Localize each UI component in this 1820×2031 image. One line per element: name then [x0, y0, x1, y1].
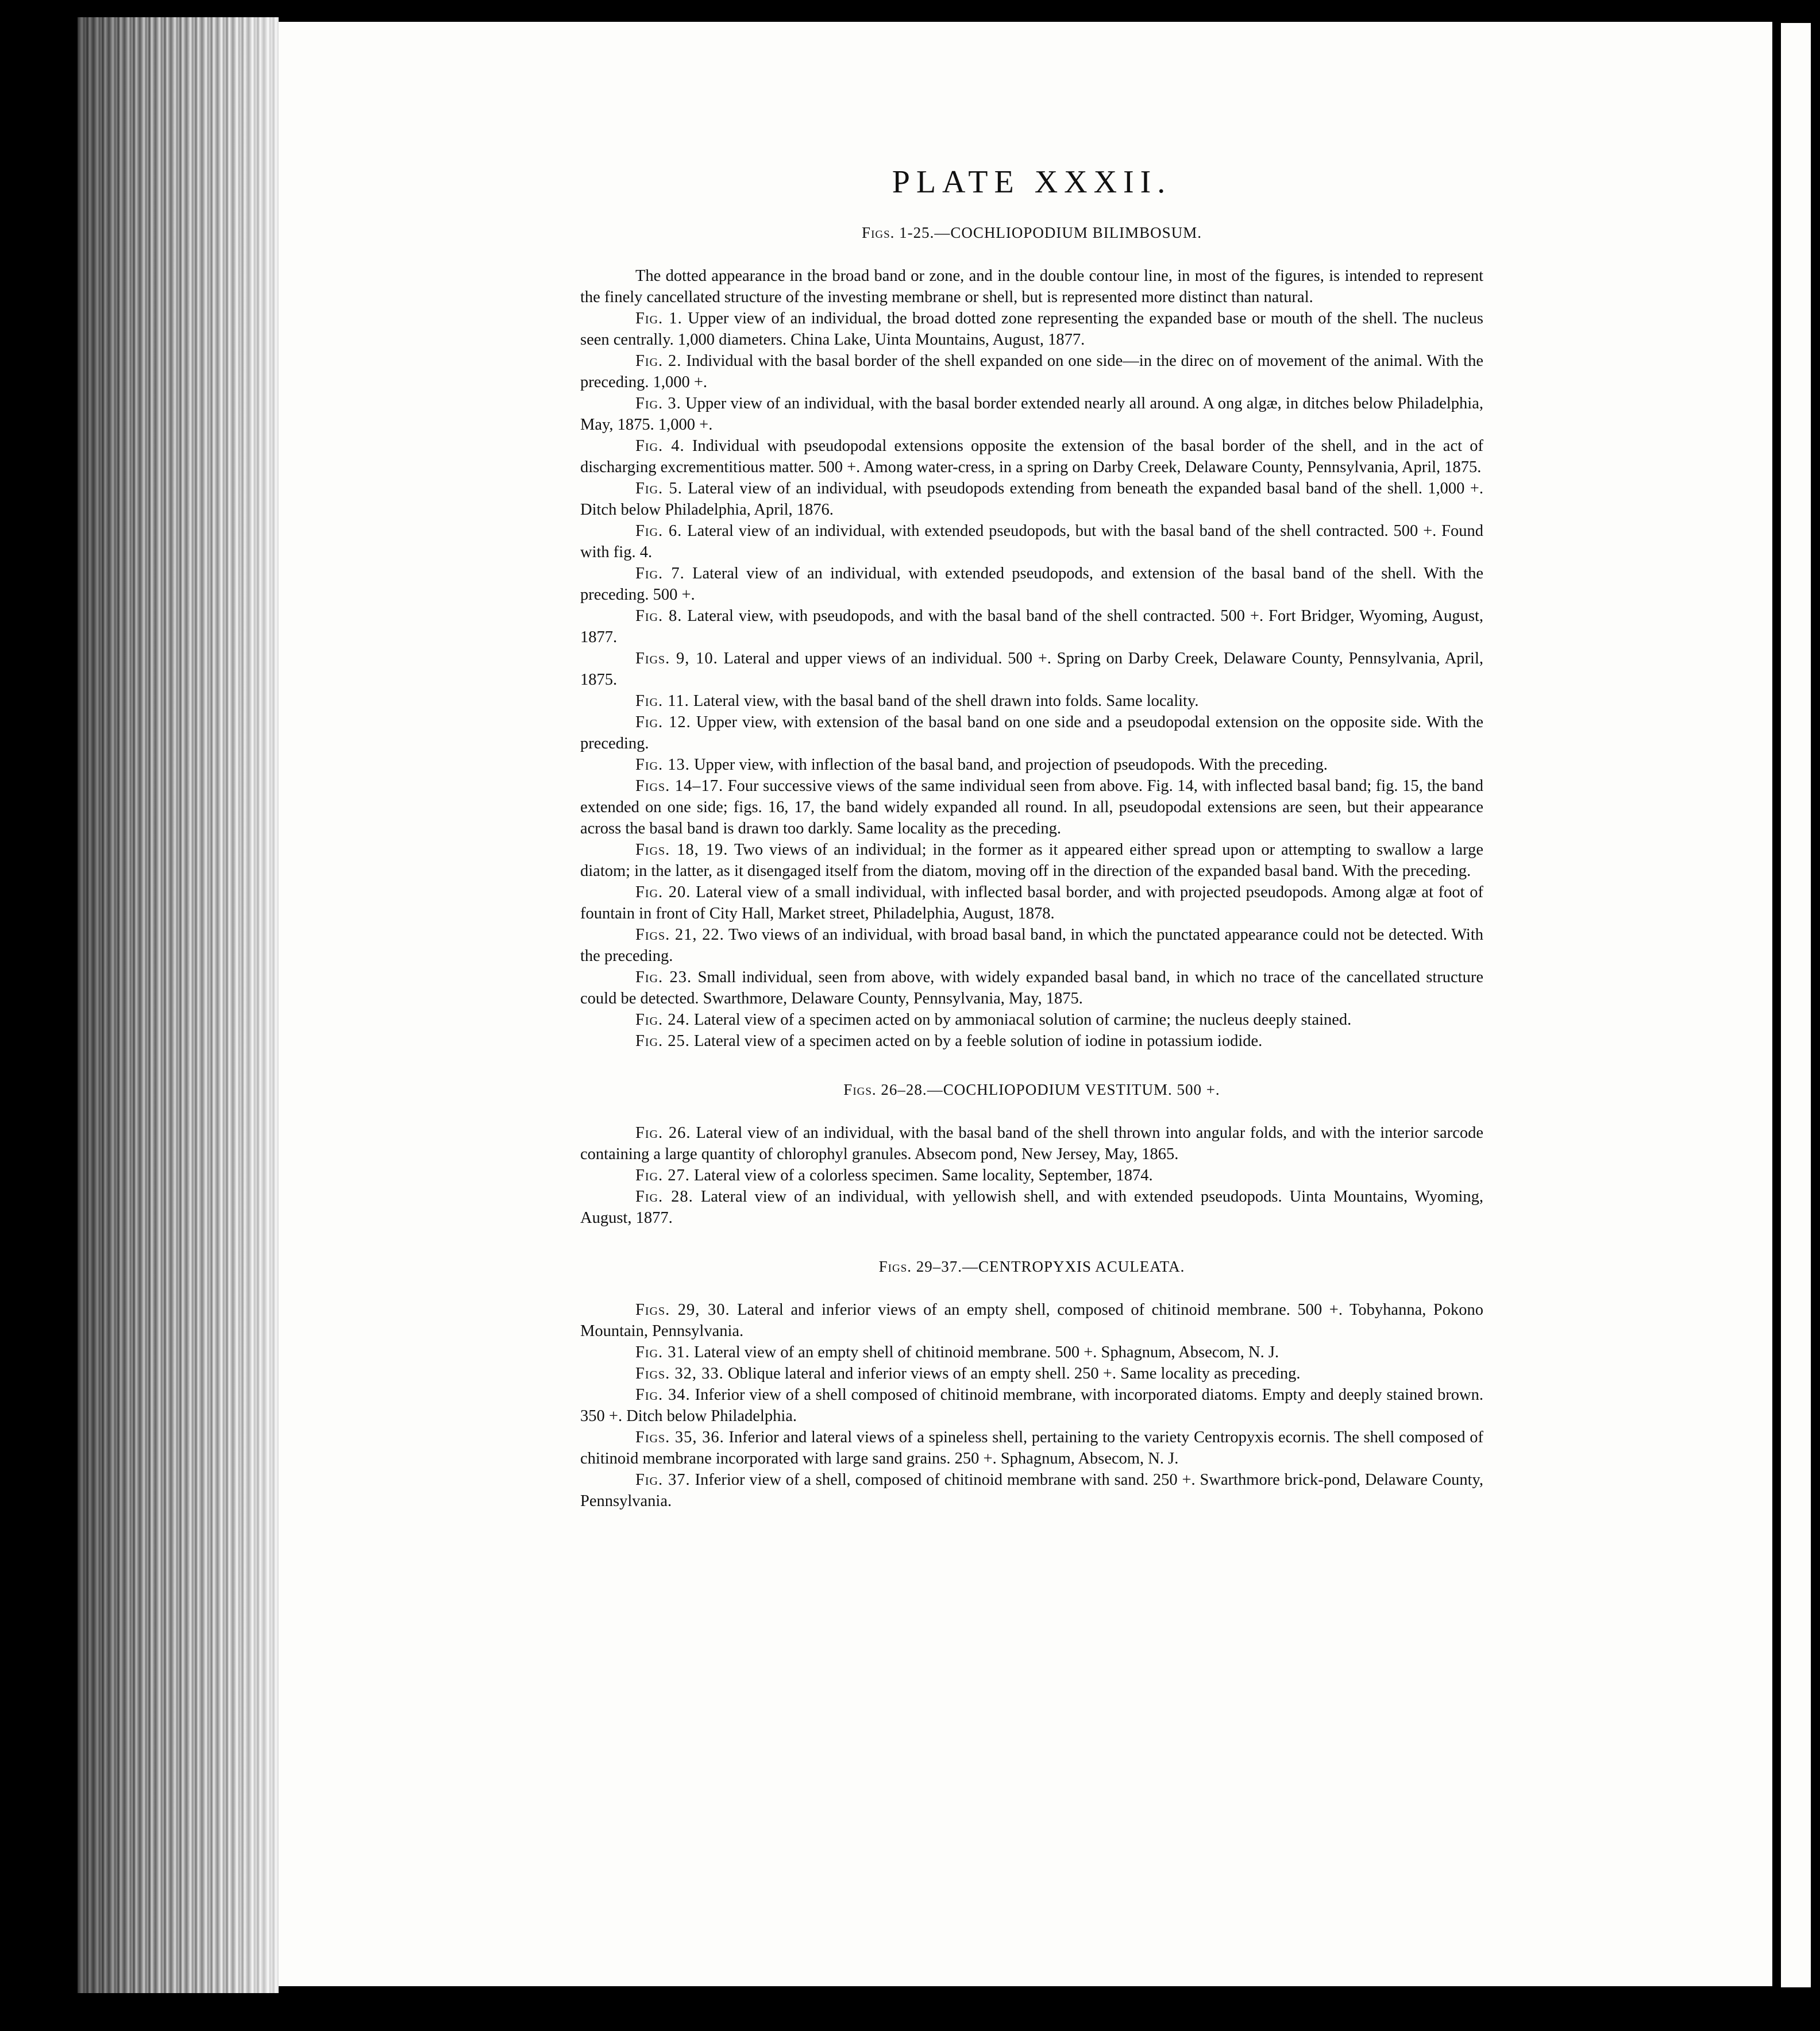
figure-caption: Small individual, seen from above, with widely expanded basal band, in which no trace of the cancellated structure could be detected. Swarthmore, Delaware County, Pennsylvania, May, 1875. — [580, 968, 1484, 1007]
figure-number: Fig. 23. — [635, 968, 692, 986]
section-heading — [580, 1079, 1483, 1101]
figure-number: Fig. 4. — [635, 437, 685, 455]
figure-entry — [580, 605, 1483, 648]
figure-entry — [580, 1165, 1483, 1186]
figure-number: Fig. 12. — [635, 713, 691, 731]
figure-entries — [580, 308, 1483, 1052]
figure-number: Fig. 31. — [635, 1343, 690, 1361]
figure-entry — [580, 1030, 1483, 1052]
section-heading-figs: Figs. 29–37. — [878, 1258, 963, 1275]
figure-number: Fig. 7. — [635, 565, 685, 582]
figure-entry — [580, 754, 1483, 775]
section-heading-name: —COCHLIOPODIUM VESTITUM. 500 +. — [927, 1081, 1220, 1098]
figure-number: Fig. 2. — [635, 352, 682, 370]
figure-caption: Lateral view of an individual, with yellowish shell, and with extended pseudopods. Uinta Mountains, Wyoming, August, 1877. — [580, 1188, 1484, 1227]
figure-caption: Upper view, with inflection of the basal band, and projection of pseudopods. With the preceding. — [693, 756, 1328, 774]
figure-caption: Lateral view, with the basal band of the shell drawn into folds. Same locality. — [693, 692, 1199, 710]
figure-caption: Lateral view of an individual, with extended pseudopods, but with the basal band of the shell contracted. 500 +. Found with fig. 4. — [580, 522, 1483, 561]
figure-caption: Four successive views of the same individual seen from above. Fig. 14, with inflected basal band; fig. 15, the band extended on one side; figs. 16, 17, the band widely expanded all round. In all, pseudopodal extensions are seen, but their appearance across the basal band is drawn too darkly. Same locality as the preceding. — [580, 777, 1484, 837]
figure-entry — [580, 882, 1483, 924]
section-heading-name: —CENTROPYXIS ACULEATA. — [962, 1258, 1185, 1275]
book-page-edges — [78, 17, 279, 1993]
figure-caption: Upper view of an individual, the broad dotted zone representing the expanded base or mouth of the shell. The nucleus seen centrally. 1,000 diameters. China Lake, Uinta Mountains, August, 1877. — [580, 310, 1483, 349]
figure-number: Fig. 6. — [635, 522, 682, 540]
figure-number: Fig. 5. — [635, 480, 682, 497]
figure-caption: Lateral view of a colorless specimen. Same locality, September, 1874. — [693, 1167, 1153, 1184]
figure-caption: Lateral view of an individual, with the basal band of the shell thrown into angular folds, and with the interior sarcode containing a large quantity of chlorophyl granules. Absecom pond, New Jersey, May, 1865. — [580, 1124, 1483, 1163]
figure-caption: Lateral view of an individual, with pseudopods extending from beneath the expanded basal band of the shell. 1,000 +. Ditch below Philadelphia, April, 1876. — [580, 480, 1483, 519]
plate-description — [580, 164, 1483, 1512]
figure-number: Figs. 29, 30. — [635, 1301, 730, 1319]
figure-entry — [580, 478, 1483, 520]
figure-entry — [580, 1299, 1483, 1342]
figure-caption: Lateral view of a small individual, with inflected basal border, and with projected pseudopods. Among algæ at foot of fountain in front of City Hall, Market street, Philadelphia, August, 1878. — [580, 883, 1483, 922]
figure-number: Fig. 25. — [635, 1032, 690, 1050]
figure-entry — [580, 308, 1483, 350]
figure-number: Fig. 8. — [635, 607, 682, 625]
figure-number: Figs. 9, 10. — [635, 650, 718, 667]
figure-entry — [580, 520, 1483, 563]
figure-entry — [580, 350, 1483, 393]
figure-caption: Lateral and inferior views of an empty shell, composed of chitinoid membrane. 500 +. Tobyhanna, Pokono Mountain, Pennsylvania. — [580, 1301, 1484, 1340]
figure-caption: Lateral and upper views of an individual. 500 +. Spring on Darby Creek, Delaware County, Pennsylvania, April, 1875. — [580, 650, 1484, 689]
plate-title: PLATE XXXII. — [892, 164, 1172, 200]
figure-caption: Lateral view of a specimen acted on by ammoniacal solution of carmine; the nucleus deeply stained. — [693, 1011, 1352, 1029]
section-centropyxis-aculeata — [580, 1256, 1483, 1512]
figure-number: Fig. 34. — [635, 1386, 691, 1404]
figure-entry — [580, 1469, 1483, 1512]
facing-page-edge — [1781, 23, 1811, 1987]
figure-caption: Two views of an individual, with broad basal band, in which the punctated appearance could not be detected. With the preceding. — [580, 926, 1483, 965]
section-heading — [580, 222, 1483, 244]
figure-caption: Lateral view of a specimen acted on by a feeble solution of iodine in potassium iodide. — [693, 1032, 1263, 1050]
figure-caption: Inferior and lateral views of a spineless shell, pertaining to the variety Centropyxis ecornis. The shell composed of chitinoid membrane incorporated with large sand grains. 250 +. Sphagnum, Absecom, N. J. — [580, 1428, 1483, 1468]
section-cochliopodium-bilimbosum — [580, 222, 1483, 1052]
figure-entry — [580, 712, 1483, 754]
figure-caption: Inferior view of a shell, composed of chitinoid membrane with sand. 250 +. Swarthmore brick-pond, Delaware County, Pennsylvania. — [580, 1471, 1484, 1510]
figure-entry — [580, 563, 1483, 605]
figure-caption: Individual with the basal border of the shell expanded on one side—in the direc on of movement of the animal. With the preceding. 1,000 +. — [580, 352, 1483, 391]
figure-number: Figs. 14–17. — [635, 777, 724, 795]
figure-entry — [580, 648, 1483, 690]
figure-number: Figs. 21, 22. — [635, 926, 724, 944]
figure-number: Fig. 24. — [635, 1011, 690, 1029]
figure-number: Fig. 20. — [635, 883, 691, 901]
figure-caption: Upper view, with extension of the basal band on one side and a pseudopodal extension on the opposite side. With the preceding. — [580, 713, 1483, 752]
figure-caption: Individual with pseudopodal extensions opposite the extension of the basal border of the shell, and in the act of discharging excrementitious matter. 500 +. Among water-cress, in a spring on Darby Creek, Delaware County, Pennsylvania, April, 1875. — [580, 437, 1483, 476]
section-cochliopodium-vestitum — [580, 1079, 1483, 1229]
figure-entries — [580, 1299, 1483, 1512]
figure-caption: Lateral view of an empty shell of chitinoid membrane. 500 +. Sphagnum, Absecom, N. J. — [693, 1343, 1279, 1361]
figure-entry — [580, 967, 1483, 1009]
figure-caption: Upper view of an individual, with the basal border extended nearly all around. A ong algæ, in ditches below Philadelphia, May, 1875. 1,000 +. — [580, 395, 1483, 434]
figure-caption: Oblique lateral and inferior views of an empty shell. 250 +. Same locality as preceding. — [727, 1365, 1301, 1383]
figure-entry — [580, 393, 1483, 435]
figure-entry — [580, 1009, 1483, 1030]
figure-number: Fig. 13. — [635, 756, 690, 774]
figure-number: Fig. 3. — [635, 395, 681, 412]
figure-entry — [580, 924, 1483, 967]
figure-number: Fig. 28. — [635, 1188, 693, 1206]
figure-number: Figs. 35, 36. — [635, 1428, 724, 1446]
figure-number: Figs. 18, 19. — [635, 841, 728, 859]
section-heading-figs: Figs. 1-25. — [862, 224, 935, 241]
figure-entry — [580, 435, 1483, 478]
figure-entry — [580, 1363, 1483, 1384]
section-intro: The dotted appearance in the broad band or zone, and in the double contour line, in most of the figures, is intended to represent the finely cancellated structure of the investing membrane or shell, but is represented more distinct than natural. — [580, 267, 1483, 306]
section-heading-name: —COCHLIOPODIUM BILIMBOSUM. — [934, 224, 1202, 241]
figure-entry — [580, 1186, 1483, 1229]
figure-caption: Lateral view, with pseudopods, and with the basal band of the shell contracted. 500 +. Fort Bridger, Wyoming, August, 1877. — [580, 607, 1483, 646]
figure-entry — [580, 775, 1483, 839]
figure-entry — [580, 839, 1483, 882]
figure-number: Fig. 1. — [635, 310, 682, 327]
figure-entry — [580, 690, 1483, 712]
figure-number: Figs. 32, 33. — [635, 1365, 724, 1383]
figure-entry — [580, 1342, 1483, 1363]
section-heading-figs: Figs. 26–28. — [843, 1081, 927, 1098]
figure-number: Fig. 37. — [635, 1471, 691, 1489]
figure-entry — [580, 1122, 1483, 1165]
figure-caption: Two views of an individual; in the former as it appeared either spread upon or attempting to swallow a large diatom; in the latter, as it disengaged itself from the diatom, moving off in the direction of the expanded basal band. With the preceding. — [580, 841, 1483, 880]
figure-entry — [580, 1427, 1483, 1469]
figure-entries — [580, 1122, 1483, 1229]
section-heading — [580, 1256, 1483, 1277]
figure-number: Fig. 27. — [635, 1167, 690, 1184]
figure-entry — [580, 1384, 1483, 1427]
figure-caption: Inferior view of a shell composed of chitinoid membrane, with incorporated diatoms. Empty and deeply stained brown. 350 +. Ditch below Philadelphia. — [580, 1386, 1484, 1425]
figure-number: Fig. 26. — [635, 1124, 691, 1142]
figure-caption: Lateral view of an individual, with extended pseudopods, and extension of the basal band of the shell. With the preceding. 500 +. — [580, 565, 1484, 604]
figure-number: Fig. 11. — [635, 692, 689, 710]
